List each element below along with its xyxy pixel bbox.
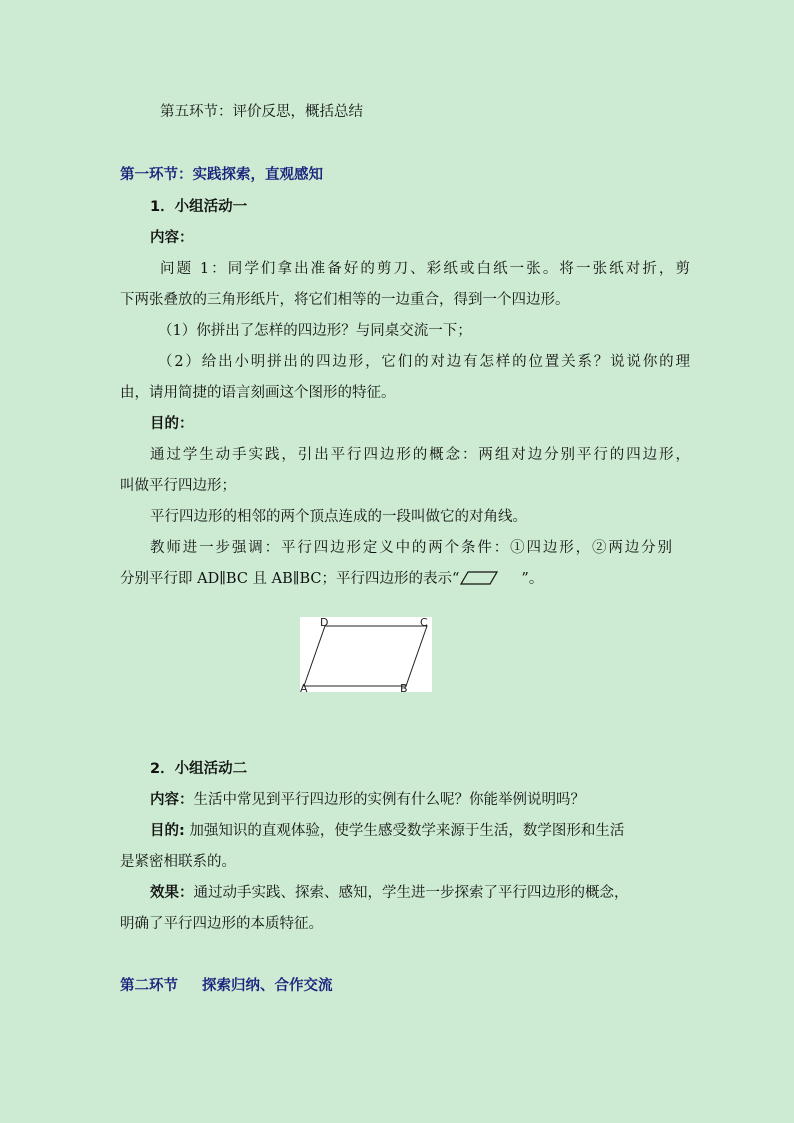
activity-2-content bbox=[150, 790, 585, 810]
activity-2-content-text: 生活中常见到平行四边形的实例有什么呢？你能举例说明吗？ bbox=[193, 792, 585, 808]
question-2-line-2: 由，请用简捷的语言刻画这个图形的特征。 bbox=[120, 385, 396, 401]
problem-1-line-1: 问题 1：同学们拿出准备好的剪刀、彩纸或白纸一张。将一张纸对折，剪 bbox=[160, 261, 690, 277]
activity-2-purpose bbox=[150, 821, 624, 841]
notation-text: 分别平行即 AD∥BC 且 AB∥BC；平行四边形的表示“ bbox=[120, 571, 460, 587]
vertex-label-d: D bbox=[320, 617, 329, 629]
problem-1-line-2: 下两张叠放的三角形纸片，将它们相等的一边重合，得到一个四边形。 bbox=[120, 292, 570, 308]
activity-2-content-label: 内容： bbox=[150, 792, 194, 808]
activity-2-purpose-label: 目的: bbox=[150, 823, 185, 839]
section-2-heading bbox=[120, 976, 333, 996]
section-2-title: 探索归纳、合作交流 bbox=[202, 978, 333, 994]
purpose-label: 目的： bbox=[150, 416, 194, 432]
activity-2-purpose-line-2: 是紧密相联系的。 bbox=[120, 854, 236, 870]
question-2-line-1: （2）给出小明拼出的四边形，它们的对边有怎样的位置关系？说说你的理 bbox=[158, 354, 690, 370]
activity-2-purpose-text: 加强知识的直观体验，使学生感受数学来源于生活，数学图形和生活 bbox=[184, 823, 625, 839]
section-1-heading: 第一环节：实践探索，直观感知 bbox=[120, 167, 323, 183]
activity-2-heading: 2．小组活动二 bbox=[150, 761, 248, 777]
activity-1-heading: 1．小组活动一 bbox=[150, 199, 248, 215]
content-label: 内容： bbox=[150, 230, 194, 246]
vertex-label-c: C bbox=[420, 617, 428, 629]
vertex-label-b: B bbox=[400, 682, 408, 692]
activity-2-effect-label: 效果： bbox=[150, 885, 194, 901]
parallelogram-symbol-icon bbox=[459, 571, 499, 585]
parallelogram-diagram bbox=[300, 617, 432, 692]
parallelogram-figure bbox=[300, 617, 432, 692]
teacher-emphasis-line-1: 教师进一步强调：平行四边形定义中的两个条件：①四边形，②两边分别 bbox=[150, 540, 672, 556]
vertex-label-a: A bbox=[300, 682, 308, 692]
section-5-heading: 第五环节：评价反思，概括总结 bbox=[160, 104, 363, 120]
purpose-line-2: 叫做平行四边形； bbox=[120, 478, 236, 494]
teacher-emphasis-line-2 bbox=[120, 569, 543, 589]
diagonal-definition: 平行四边形的相邻的两个顶点连成的一段叫做它的对角线。 bbox=[150, 509, 527, 525]
notation-close: ”。 bbox=[521, 571, 544, 587]
purpose-line-1: 通过学生动手实践，引出平行四边形的概念：两组对边分别平行的四边形， bbox=[150, 447, 690, 463]
activity-2-effect-line-2: 明确了平行四边形的本质特征。 bbox=[120, 916, 323, 932]
question-1: （1）你拼出了怎样的四边形？与同桌交流一下； bbox=[158, 323, 472, 339]
activity-2-effect-text: 通过动手实践、探索、感知，学生进一步探索了平行四边形的概念， bbox=[193, 885, 629, 901]
section-2-number: 第二环节 bbox=[120, 978, 178, 994]
activity-2-effect bbox=[150, 883, 629, 903]
